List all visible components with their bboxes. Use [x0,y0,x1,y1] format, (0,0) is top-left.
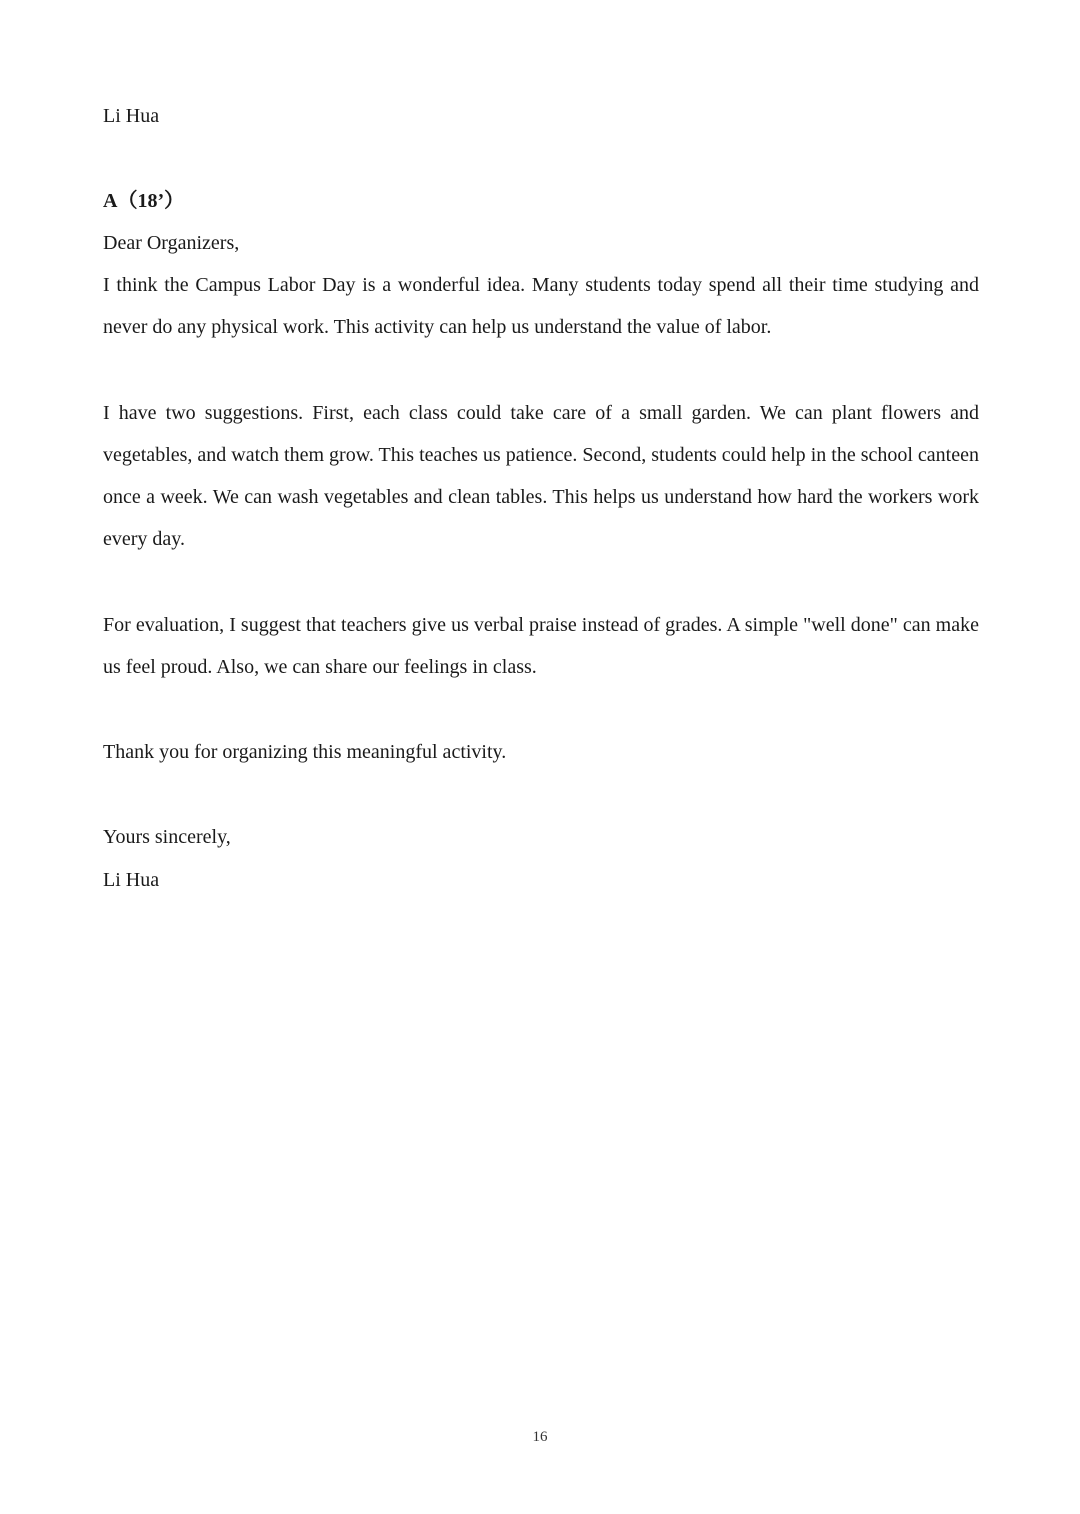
previous-letter-signature: Li Hua [103,105,160,127]
letter-closing: Yours sincerely, [103,826,231,848]
page-number: 16 [532,1429,548,1445]
letter-paragraph-4: Thank you for organizing this meaningful activity. [103,741,507,763]
letter-salutation: Dear Organizers, [103,232,240,254]
letter-paragraph-3: For evaluation, I suggest that teachers give us verbal praise instead of grades. A simple "well done" can make us feel proud. Also, we can share our feelings in class. [103,614,979,678]
letter-paragraph-2: I have two suggestions. First, each class could take care of a small garden. We can plant flowers and vegetables, and watch them grow. This teaches us patience. Second, students could help in the school canteen once a week. We can wash vegetables and clean tables. This helps us understand how hard the workers work every day. [103,402,979,550]
section-heading: A（18’） [103,190,185,212]
letter-signature: Li Hua [103,869,160,891]
letter-paragraph-1: I think the Campus Labor Day is a wonderful idea. Many students today spend all their time studying and never do any physical work. This activity can help us understand the value of labor. [103,274,979,338]
